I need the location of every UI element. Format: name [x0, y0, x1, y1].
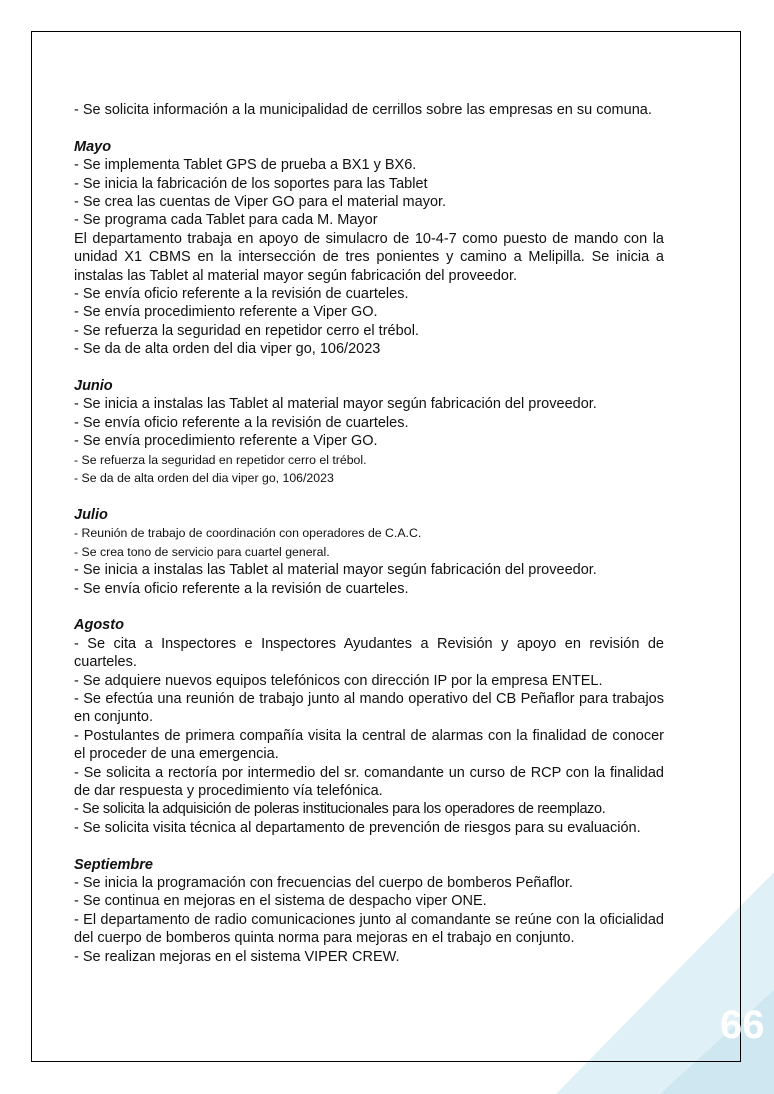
list-item: - Se solicita a rectoría por intermedio del sr. comandante un curso de RCP con la finalidad de dar respuesta y procedimiento vía telefónica.: [74, 764, 664, 799]
list-item: - Se inicia a instalas las Tablet al material mayor según fabricación del proveedor.: [74, 396, 597, 413]
section-heading-mayo: Mayo: [74, 138, 112, 155]
list-item: - Se programa cada Tablet para cada M. Mayor: [74, 212, 378, 229]
list-item: - Se inicia la programación con frecuencias del cuerpo de bomberos Peñaflor.: [74, 874, 573, 891]
list-item: - Se solicita la adquisición de poleras institucionales para los operadores de reemplazo.: [74, 801, 606, 818]
list-item: - Se adquiere nuevos equipos telefónicos con dirección IP por la empresa ENTEL.: [74, 672, 603, 689]
list-item: - Se inicia a instalas las Tablet al material mayor según fabricación del proveedor.: [74, 562, 597, 579]
document-body: [74, 101, 664, 966]
list-item: - Se refuerza la seguridad en repetidor cerro el trébol.: [74, 322, 419, 339]
page-number: 66: [720, 1003, 765, 1047]
list-item: - Postulantes de primera compañía visita la central de alarmas con la finalidad de conocer el proceder de una emergencia.: [74, 727, 664, 763]
list-item: - Se continua en mejoras en el sistema de despacho viper ONE.: [74, 893, 487, 910]
list-item: - Se crea las cuentas de Viper GO para el material mayor.: [74, 194, 447, 211]
list-item: - Se inicia la fabricación de los soportes para las Tablet: [74, 175, 428, 192]
list-item: - Se envía procedimiento referente a Viper GO.: [74, 433, 378, 450]
list-item: - Se envía procedimiento referente a Viper GO.: [74, 304, 378, 321]
list-item: - Se efectúa una reunión de trabajo junto al mando operativo del CB Peñaflor para trabajos en conjunto.: [74, 690, 664, 726]
section-heading-julio: Julio: [74, 506, 108, 523]
section-heading-agosto: Agosto: [74, 617, 124, 634]
list-item: - Se da de alta orden del dia viper go, 106/2023: [74, 341, 381, 358]
list-item: El departamento trabaja en apoyo de simulacro de 10-4-7 como puesto de mando con la unidad X1 CBMS en la intersección de tres ponientes y camino a Melipilla. Se inicia a instalas las Tablet al material mayor según fabricación del proveedor.: [74, 230, 664, 284]
intro-paragraph: - Se solicita información a la municipalidad de cerrillos sobre las empresas en su comuna.: [74, 102, 652, 118]
list-item: - El departamento de radio comunicaciones junto al comandante se reúne con la oficialidad del cuerpo de bomberos quinta norma para mejoras en el trabajo en conjunto.: [74, 911, 664, 947]
list-item: - Se implementa Tablet GPS de prueba a BX1 y BX6.: [74, 157, 417, 174]
section-heading-septiembre: Septiembre: [74, 856, 153, 873]
list-item: - Se realizan mejoras en el sistema VIPER CREW.: [74, 948, 400, 965]
list-item: - Se cita a Inspectores e Inspectores Ayudantes a Revisión y apoyo en revisión de cuarteles.: [74, 635, 664, 671]
list-item: - Se envía oficio referente a la revisión de cuarteles.: [74, 286, 409, 303]
list-item: - Reunión de trabajo de coordinación con operadores de C.A.C.: [74, 526, 422, 541]
list-item: - Se solicita visita técnica al departamento de prevención de riesgos para su evaluación.: [74, 819, 641, 836]
list-item: - Se crea tono de servicio para cuartel general.: [74, 544, 330, 559]
list-item: - Se envía oficio referente a la revisión de cuarteles.: [74, 580, 409, 597]
list-item: - Se da de alta orden del dia viper go, 106/2023: [74, 471, 334, 486]
list-item: - Se envía oficio referente a la revisión de cuarteles.: [74, 414, 409, 431]
section-heading-junio: Junio: [74, 378, 113, 395]
list-item: - Se refuerza la seguridad en repetidor cerro el trébol.: [74, 452, 367, 467]
